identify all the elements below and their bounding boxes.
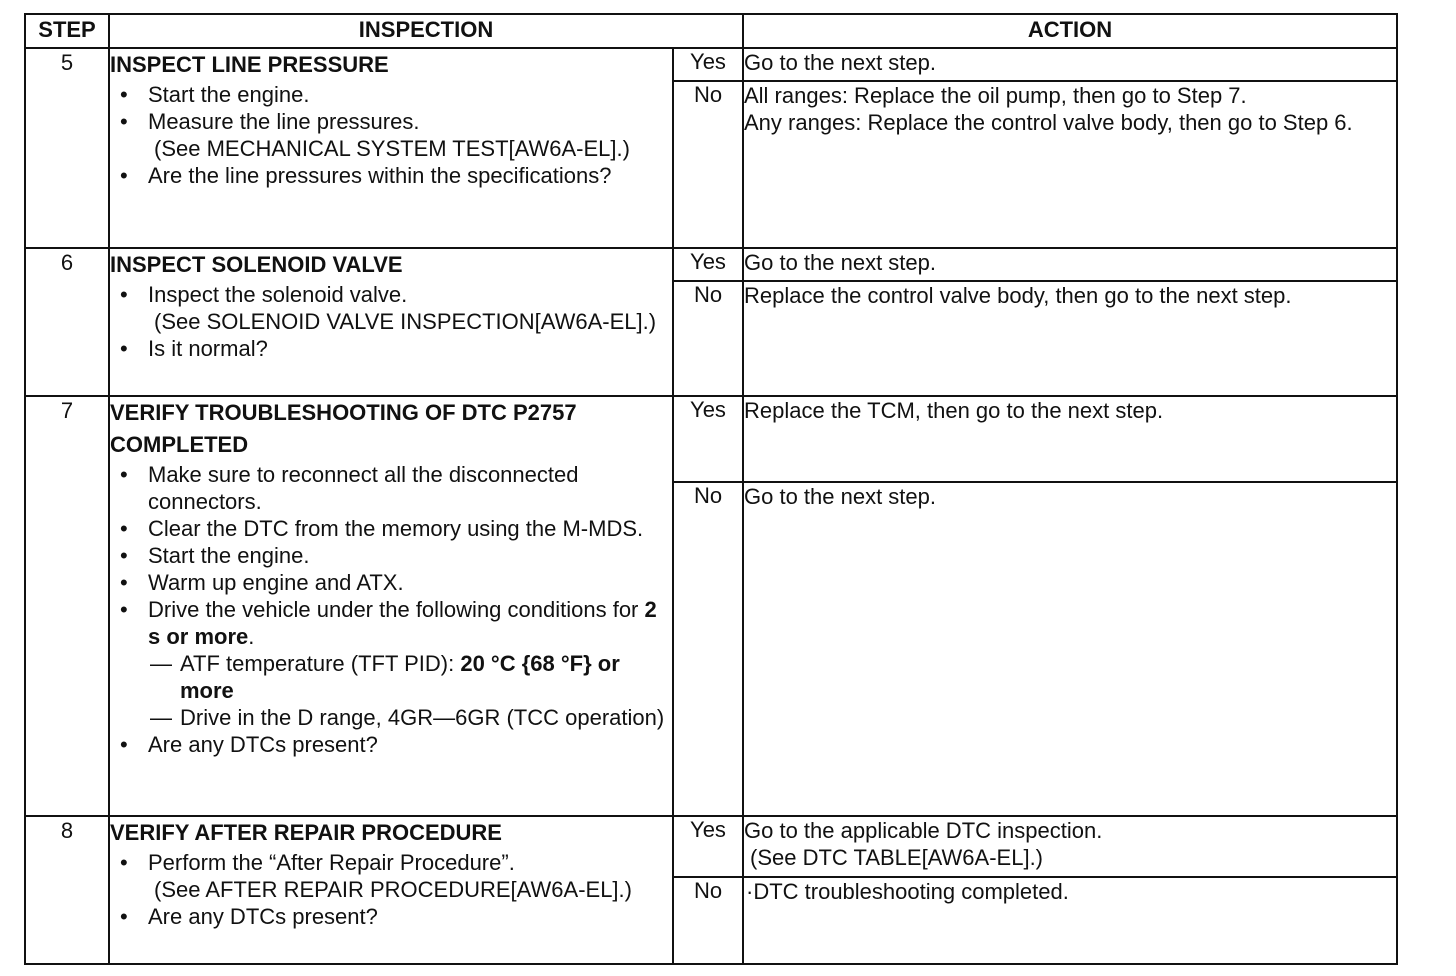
list-item: • Are any DTCs present?	[110, 903, 672, 930]
no-action: ·DTC troubleshooting completed.	[743, 877, 1397, 964]
yes-label: Yes	[673, 48, 743, 81]
reference-link: (See SOLENOID VALVE INSPECTION[AW6A-EL].)	[154, 309, 657, 334]
inspection-title: INSPECT LINE PRESSURE	[110, 52, 389, 77]
no-action: Go to the next step.	[743, 482, 1397, 816]
reference-link: (See MECHANICAL SYSTEM TEST[AW6A-EL].)	[154, 136, 630, 161]
inspection-cell	[109, 396, 673, 816]
condition-item: — Drive in the D range, 4GR—6GR (TCC operation)	[150, 705, 665, 730]
no-action-line: Any ranges: Replace the control valve body, then go to Step 6.	[744, 109, 1353, 135]
list-item: • Clear the DTC from the memory using the M-MDS.	[110, 515, 672, 542]
no-label: No	[673, 81, 743, 248]
list-item: • Drive the vehicle under the following conditions for 2 s or more. — ATF temperature (TFT PID): 20 °C {68 °F} or more — Drive in the D range, 4GR—6GR (TCC operation)	[110, 596, 672, 731]
inspection-title: VERIFY AFTER REPAIR PROCEDURE	[110, 820, 502, 845]
table-row	[25, 816, 1397, 877]
no-action	[743, 81, 1397, 248]
inspection-title: INSPECT SOLENOID VALVE	[110, 252, 403, 277]
inspection-cell	[109, 816, 673, 964]
step-header: STEP	[25, 14, 109, 48]
list-item: • Are the line pressures within the specifications?	[110, 162, 672, 189]
yes-label: Yes	[673, 816, 743, 877]
header-row	[25, 14, 1397, 48]
table-row	[25, 396, 1397, 482]
step-number: 5	[25, 48, 109, 248]
no-label: No	[673, 281, 743, 396]
inspection-cell	[109, 248, 673, 396]
list-item: • Warm up engine and ATX.	[110, 569, 672, 596]
yes-action: Replace the TCM, then go to the next step.	[743, 396, 1397, 482]
yes-action	[743, 816, 1397, 877]
condition-item: — ATF temperature (TFT PID): 20 °C {68 °F} or more	[150, 651, 620, 703]
yes-action: Go to the next step.	[743, 248, 1397, 281]
yes-action-line: Go to the applicable DTC inspection.	[744, 818, 1103, 843]
yes-action: Go to the next step.	[743, 48, 1397, 81]
step-number: 8	[25, 816, 109, 964]
step-number: 6	[25, 248, 109, 396]
inspection-header: INSPECTION	[109, 14, 743, 48]
no-label: No	[673, 877, 743, 964]
table-row	[25, 48, 1397, 81]
list-item: • Inspect the solenoid valve. (See SOLENOID VALVE INSPECTION[AW6A-EL].)	[110, 281, 672, 335]
action-header: ACTION	[743, 14, 1397, 48]
no-action-line: All ranges: Replace the oil pump, then go to Step 7.	[744, 82, 1247, 108]
reference-link: (See DTC TABLE[AW6A-EL].)	[750, 845, 1044, 870]
no-label: No	[673, 482, 743, 816]
dtc-troubleshooting-table	[24, 13, 1398, 965]
list-item: • Start the engine.	[110, 542, 672, 569]
list-item: • Start the engine.	[110, 81, 672, 108]
list-item: • Perform the “After Repair Procedure”. (See AFTER REPAIR PROCEDURE[AW6A-EL].)	[110, 849, 672, 903]
yes-label: Yes	[673, 248, 743, 281]
yes-label: Yes	[673, 396, 743, 482]
list-item: • Are any DTCs present?	[110, 731, 672, 758]
table-row	[25, 248, 1397, 281]
step-number: 7	[25, 396, 109, 816]
no-action: Replace the control valve body, then go to the next step.	[743, 281, 1397, 396]
reference-link: (See AFTER REPAIR PROCEDURE[AW6A-EL].)	[154, 877, 632, 902]
list-item: • Measure the line pressures. (See MECHANICAL SYSTEM TEST[AW6A-EL].)	[110, 108, 672, 162]
inspection-cell	[109, 48, 673, 248]
list-item: • Make sure to reconnect all the disconnected connectors.	[110, 461, 672, 515]
list-item: • Is it normal?	[110, 335, 672, 362]
inspection-title: VERIFY TROUBLESHOOTING OF DTC P2757 COMPLETED	[110, 400, 577, 457]
